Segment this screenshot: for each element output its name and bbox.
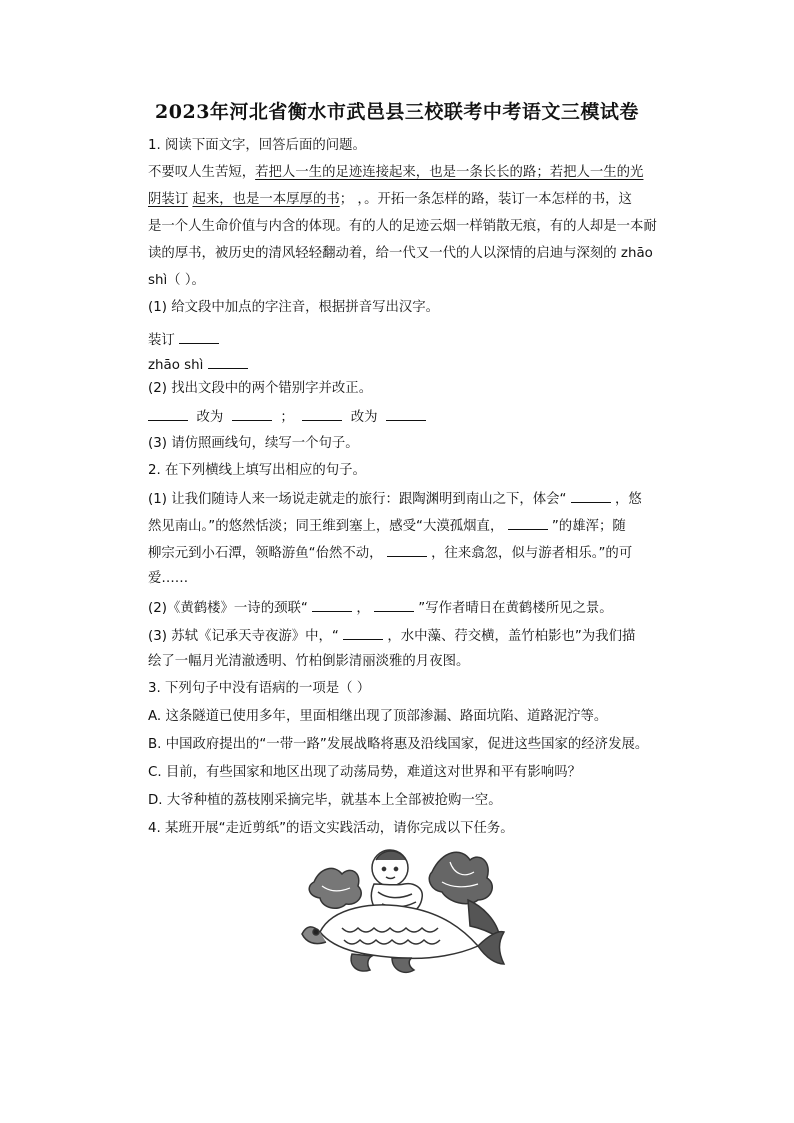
q1-passage-line-3: 是一个人生命价值与内含的体现。有的人的足迹云烟一样销散无痕，有的人却是一本耐 bbox=[148, 219, 657, 234]
question-1-heading: 1. 阅读下面文字，回答后面的问题。 bbox=[148, 138, 366, 153]
answer-blank[interactable] bbox=[232, 406, 272, 421]
q2-line-3: 柳宗元到小石潭，领略游鱼“佁然不动， ，往来翕忽，似与游者相乐。”的可 bbox=[148, 542, 632, 564]
paper-cut-illustration bbox=[292, 842, 507, 977]
q2-line-5: (2)《黄鹤楼》一诗的颈联“ ， ”写作者晴日在黄鹤楼所见之景。 bbox=[148, 597, 613, 619]
answer-blank[interactable] bbox=[179, 329, 219, 344]
q1-passage-line-5: shì（ ）。 bbox=[148, 273, 205, 288]
question-4-heading: 4. 某班开展“走近剪纸”的语文实践活动，请你完成以下任务。 bbox=[148, 821, 514, 836]
answer-blank[interactable] bbox=[571, 488, 611, 503]
underlined-sentence-end: 起来，也是一本厚厚的书 bbox=[192, 192, 340, 207]
q3-option-d[interactable]: D. 大爷种植的荔枝刚采摘完毕，就基本上全部被抢购一空。 bbox=[148, 793, 502, 808]
page-title: 2023年河北省衡水市武邑县三校联考中考语文三模试卷 bbox=[155, 101, 639, 123]
answer-blank[interactable] bbox=[312, 597, 352, 612]
answer-blank[interactable] bbox=[343, 625, 383, 640]
q1-subquestion-1: (1) 给文段中加点的字注音，根据拼音写出汉字。 bbox=[148, 300, 440, 315]
q3-option-b[interactable]: B. 中国政府提出的“一带一路”发展战略将惠及沿线国家，促进这些国家的经济发展。 bbox=[148, 737, 649, 752]
answer-blank[interactable] bbox=[508, 515, 548, 530]
answer-blank[interactable] bbox=[208, 354, 248, 369]
answer-blank[interactable] bbox=[387, 542, 427, 557]
q2-line-2: 然见南山。”的悠然恬淡；同王维到塞上，感受“大漠孤烟直， ”的雄浑；随 bbox=[148, 515, 626, 537]
q1-passage-line-2: 阴装订 起来，也是一本厚厚的书； ，。开拓一条怎样的路，装订一本怎样的书，这 bbox=[148, 192, 632, 207]
answer-blank[interactable] bbox=[302, 406, 342, 421]
q1-s1-answer-b: zhāo shì bbox=[148, 354, 248, 376]
q2-line-6: (3) 苏轼《记承天寺夜游》中，“ ，水中藻、荇交横，盖竹柏影也”为我们描 bbox=[148, 625, 635, 647]
underlined-sentence: 若把人一生的足迹连接起来，也是一条长长的路；若把人一生的光 bbox=[255, 165, 644, 180]
answer-blank[interactable] bbox=[148, 406, 188, 421]
q1-s2-answers: 改为 ； 改为 bbox=[148, 406, 426, 428]
answer-blank[interactable] bbox=[386, 406, 426, 421]
question-3-heading: 3. 下列句子中没有语病的一项是（ ） bbox=[148, 681, 371, 696]
q2-line-7: 绘了一幅月光清澈透明、竹柏倒影清丽淡雅的月夜图。 bbox=[148, 654, 470, 669]
q3-option-c[interactable]: C. 目前，有些国家和地区出现了动荡局势，难道这对世界和平有影响吗？ bbox=[148, 765, 581, 780]
q1-passage-line-4: 读的厚书，被历史的清风轻轻翻动着，给一代又一代的人以深情的启迪与深刻的 zhāo bbox=[148, 246, 653, 261]
q3-option-a[interactable]: A. 这条隧道已使用多年，里面相继出现了顶部渗漏、路面坑陷、道路泥泞等。 bbox=[148, 709, 608, 724]
answer-blank[interactable] bbox=[374, 597, 414, 612]
q2-line-1: (1) 让我们随诗人来一场说走就走的旅行：跟陶渊明到南山之下，体会“ ，悠 bbox=[148, 488, 642, 510]
q1-s1-answer-a: 装订 bbox=[148, 329, 219, 351]
q1-subquestion-2: (2) 找出文段中的两个错别字并改正。 bbox=[148, 381, 373, 396]
q1-passage-line-1: 不要叹人生苦短，若把人一生的足迹连接起来，也是一条长长的路；若把人一生的光 bbox=[148, 165, 644, 180]
q2-line-4: 爱…… bbox=[148, 571, 189, 586]
question-2-heading: 2. 在下列横线上填写出相应的句子。 bbox=[148, 463, 366, 478]
q1-subquestion-3: (3) 请仿照画线句，续写一个句子。 bbox=[148, 436, 359, 451]
